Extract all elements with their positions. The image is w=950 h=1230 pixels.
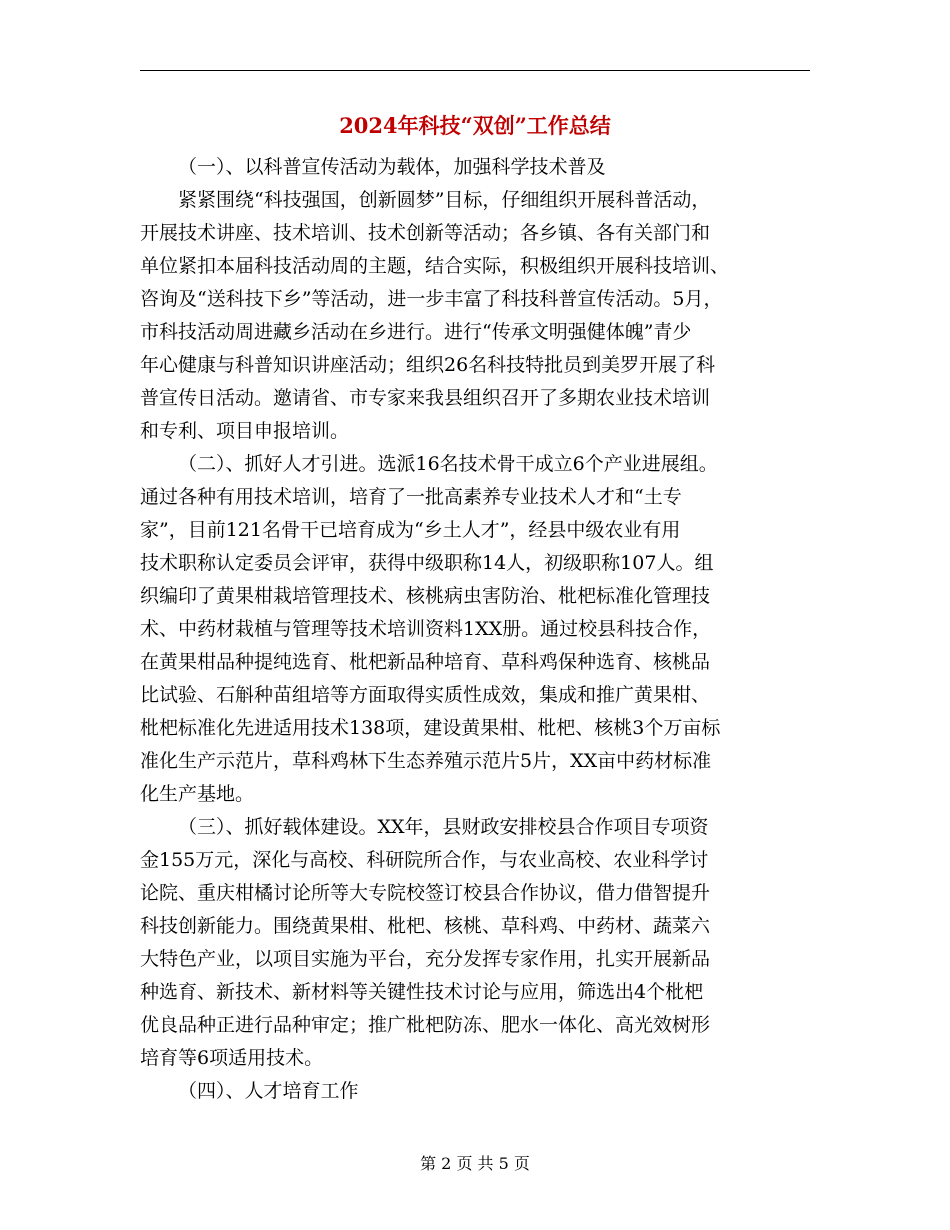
- paragraph-line: 织编印了黄果柑栽培管理技术、核桃病虫害防治、枇杷标准化管理技: [140, 585, 711, 607]
- paragraph-line: 培育等6项适用技术。: [140, 1047, 324, 1069]
- paragraph-line: 开展技术讲座、技术培训、技术创新等活动；各乡镇、各有关部门和: [140, 222, 711, 244]
- paragraph-line: 紧紧围绕“科技强国，创新圆梦”目标，仔细组织开展科普活动，: [178, 189, 711, 211]
- paragraph-line: 比试验、石斛种苗组培等方面取得实质性成效，集成和推广黄果柑、: [140, 684, 711, 706]
- paragraph-line: 年心健康与科普知识讲座活动；组织26名科技特批员到美罗开展了科: [140, 354, 716, 376]
- paragraph-line: （三）、抓好载体建设。XX年，县财政安排校县合作项目专项资: [178, 816, 709, 838]
- paragraph-line: 科技创新能力。围绕黄果柑、枇杷、核桃、草科鸡、中药材、蔬菜六: [140, 915, 711, 937]
- section-heading: （四）、人才培育工作: [178, 1080, 359, 1102]
- paragraph-line: 优良品种正进行品种审定；推广枇杷防冻、肥水一体化、高光效树形: [140, 1014, 711, 1036]
- paragraph-line: 术、中药材栽植与管理等技术培训资料1XX册。通过校县科技合作，: [140, 618, 712, 640]
- paragraph-line: 市科技活动周进藏乡活动在乡进行。进行“传承文明强健体魄”青少: [140, 321, 692, 343]
- paragraph-line: 通过各种有用技术培训，培育了一批高素养专业技术人才和“土专: [140, 486, 682, 508]
- document-body: [140, 151, 810, 1108]
- paragraph-line: 家”，目前121名骨干已培育成为“乡土人才”，经县中级农业有用: [140, 519, 681, 541]
- paragraph-line: 大特色产业，以项目实施为平台，充分发挥专家作用，扎实开展新品: [140, 948, 711, 970]
- paragraph-line: 化生产基地。: [140, 783, 255, 805]
- paragraph-line: 论院、重庆柑橘讨论所等大专院校签订校县合作协议，借力借智提升: [140, 882, 711, 904]
- paragraph-line: 在黄果柑品种提纯选育、枇杷新品种培育、草科鸡保种选育、核桃品: [140, 651, 711, 673]
- header-rule: [140, 70, 810, 71]
- paragraph-line: 咨询及“送科技下乡”等活动，进一步丰富了科技科普宣传活动。5月，: [140, 288, 723, 310]
- paragraph-line: 单位紧扣本届科技活动周的主题，结合实际，积极组织开展科技培训、: [140, 255, 730, 277]
- paragraph-line: 准化生产示范片，草科鸡林下生态养殖示范片5片，XX亩中药材标准: [140, 750, 712, 772]
- page-number: 第 2 页 共 5 页: [420, 1154, 530, 1173]
- paragraph-line: 金155万元，深化与高校、科研院所合作，与农业高校、农业科学讨: [140, 849, 709, 871]
- paragraph-line: 和专利、项目申报培训。: [140, 420, 350, 442]
- paragraph-line: 种选育、新技术、新材料等关键性技术讨论与应用，筛选出4个枇杷: [140, 981, 704, 1003]
- document-title: 2024年科技“双创”工作总结: [339, 113, 611, 138]
- paragraph-line: 枇杷标准化先进适用技术138项，建设黄果柑、枇杷、核桃3个万亩标: [140, 717, 721, 739]
- section-heading: （一）、以科普宣传活动为载体，加强科学技术普及: [178, 156, 606, 178]
- paragraph-line: 技术职称认定委员会评审，获得中级职称14人，初级职称107人。组: [140, 552, 714, 574]
- paragraph-line: （二）、抓好人才引进。选派16名技术骨干成立6个产业进展组。: [178, 453, 718, 475]
- paragraph-line: 普宣传日活动。邀请省、市专家来我县组织召开了多期农业技术培训: [140, 387, 711, 409]
